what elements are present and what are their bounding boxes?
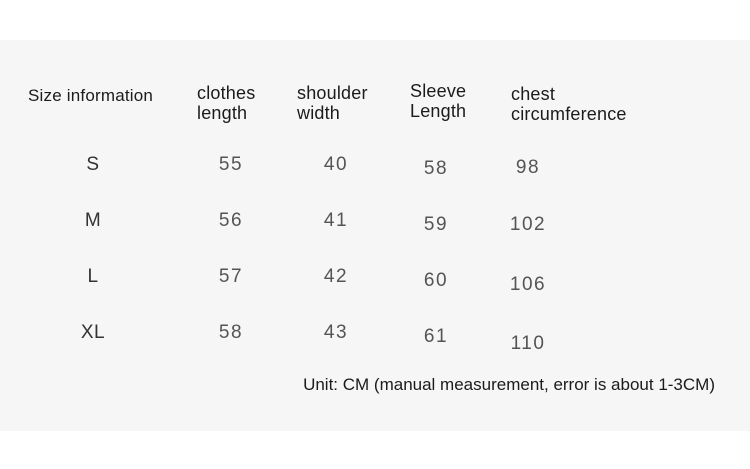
column-header-shoulder-width	[297, 83, 368, 123]
column-header-clothes-length	[197, 83, 255, 123]
sleeve-length-value: 58	[423, 158, 449, 179]
table-row-m	[0, 209, 750, 233]
header-line-1: Sleeve	[410, 81, 467, 101]
column-header-chest-circumference	[511, 84, 627, 124]
chest-circumference-value: 106	[509, 274, 547, 295]
size-label: M	[84, 210, 102, 231]
clothes-length-value: 55	[218, 154, 244, 175]
size-label: S	[86, 154, 100, 175]
header-line-2: length	[197, 103, 248, 123]
header-line-1: clothes	[197, 83, 256, 103]
shoulder-width-value: 40	[323, 154, 349, 175]
chest-circumference-value: 98	[515, 157, 541, 178]
header-line-2: width	[297, 103, 341, 123]
clothes-length-value: 57	[218, 266, 244, 287]
header-line-1: shoulder	[297, 83, 368, 103]
clothes-length-value: 58	[218, 322, 244, 343]
shoulder-width-value: 42	[323, 266, 349, 287]
sleeve-length-value: 60	[423, 270, 449, 291]
chest-circumference-value: 102	[509, 214, 547, 235]
column-header-sleeve-length	[410, 81, 466, 121]
chest-circumference-value: 110	[510, 333, 546, 354]
shoulder-width-value: 41	[323, 210, 349, 231]
table-row-xl	[0, 321, 750, 354]
clothes-length-value: 56	[218, 210, 244, 231]
table-row-s	[0, 153, 750, 177]
column-header-size-information: Size information	[28, 86, 154, 105]
size-label: L	[87, 266, 99, 287]
measurement-note: Unit: CM (manual measurement, error is about 1-3CM)	[303, 375, 715, 394]
size-label: XL	[80, 322, 106, 343]
header-line-1: chest	[511, 84, 556, 104]
shoulder-width-value: 43	[323, 322, 349, 343]
header-line-2: circumference	[511, 104, 627, 124]
sleeve-length-value: 61	[423, 326, 449, 347]
header-line-2: Length	[410, 101, 467, 121]
sleeve-length-value: 59	[423, 214, 449, 235]
size-chart-panel	[0, 40, 750, 431]
table-row-l	[0, 265, 750, 295]
